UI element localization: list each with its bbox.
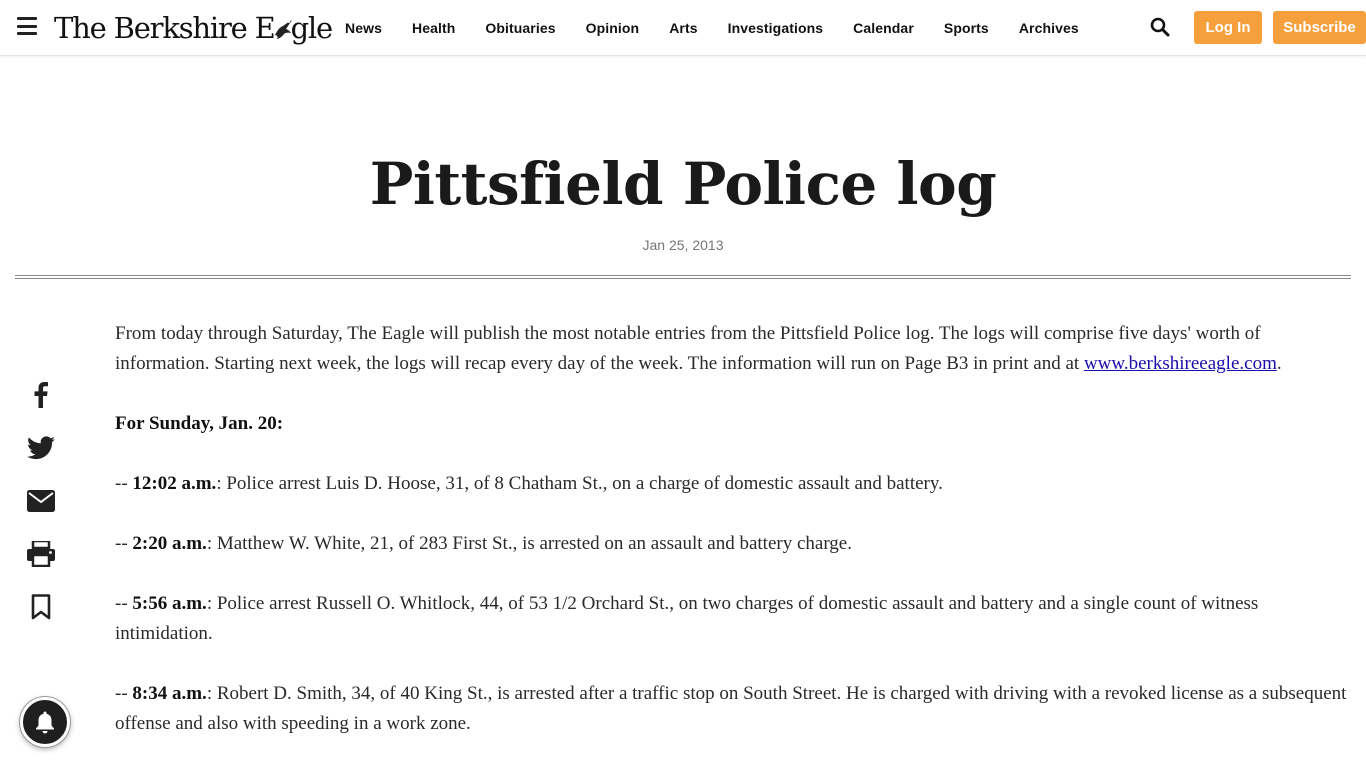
intro-text: From today through Saturday, The Eagle will publish the most notable entries from the Pittsfield Police log. The logs will comprise five days' worth of information. Starting next week, the logs will recap every day of the week. The information will run on Page B3 in print and at (115, 323, 1261, 374)
site-header (0, 0, 1366, 56)
nav-item-obituaries[interactable]: Obituaries (485, 20, 556, 36)
article-body (115, 319, 1355, 768)
entry-time: 2:20 a.m. (132, 533, 207, 554)
eagle-logo-icon (273, 17, 293, 41)
intro-paragraph (115, 319, 1355, 379)
login-button[interactable]: Log In (1194, 11, 1262, 44)
nav-item-calendar[interactable]: Calendar (853, 20, 914, 36)
entry-prefix: -- (115, 533, 133, 554)
subscribe-button[interactable]: Subscribe (1273, 11, 1366, 44)
bookmark-icon[interactable] (26, 592, 56, 622)
nav-item-health[interactable]: Health (411, 20, 456, 36)
nav-item-arts[interactable]: Arts (669, 20, 698, 36)
logo-text-end: gle (290, 11, 332, 45)
twitter-icon[interactable] (26, 433, 56, 463)
article-date: Jan 25, 2013 (642, 237, 724, 253)
nav-item-opinion[interactable]: Opinion (585, 20, 640, 36)
site-link[interactable]: www.berkshireeagle.com (1083, 353, 1277, 374)
facebook-icon[interactable] (26, 380, 56, 410)
entry-text: : Police arrest Luis D. Hoose, 31, of 8 Chatham St., on a charge of domestic assault and battery. (216, 473, 943, 494)
log-entry (115, 589, 1355, 649)
entry-prefix: -- (115, 593, 133, 614)
entry-text: : Matthew W. White, 21, of 283 First St., is arrested on an assault and battery charge. (206, 533, 852, 554)
site-logo[interactable] (54, 8, 332, 48)
entry-prefix: -- (115, 473, 133, 494)
nav-item-investigations[interactable]: Investigations (727, 20, 824, 36)
intro-end: . (1276, 353, 1282, 374)
search-icon[interactable] (1150, 17, 1170, 37)
main-nav (345, 0, 1109, 56)
article-title: Pittsfield Police log (369, 150, 997, 218)
section-heading (115, 409, 1355, 439)
bell-icon[interactable] (20, 697, 70, 747)
menu-icon[interactable] (17, 17, 37, 35)
nav-item-news[interactable]: News (345, 20, 382, 36)
log-entry (115, 469, 1355, 499)
email-icon[interactable] (26, 486, 56, 516)
print-icon[interactable] (26, 539, 56, 569)
nav-item-archives[interactable]: Archives (1018, 20, 1079, 36)
logo-text-start: The Berkshire E (54, 11, 275, 45)
title-divider (15, 275, 1351, 279)
entry-time: 5:56 a.m. (132, 593, 207, 614)
log-entry (115, 679, 1355, 739)
entry-time: 12:02 a.m. (132, 473, 217, 494)
entry-text: : Police arrest Russell O. Whitlock, 44, of 53 1/2 Orchard St., on two charges of domestic assault and battery and a single count of witness intimidation. (115, 593, 1259, 644)
entry-time: 8:34 a.m. (132, 683, 207, 704)
section-heading-text: For Sunday, Jan. 20: (115, 413, 284, 434)
entry-text: : Robert D. Smith, 34, of 40 King St., is arrested after a traffic stop on South Street. He is charged with driving with a revoked license as a subsequent offense and also with speeding in a work zone. (115, 683, 1347, 734)
log-entry (115, 529, 1355, 559)
entry-prefix: -- (115, 683, 133, 704)
share-rail (26, 380, 56, 645)
nav-item-sports[interactable]: Sports (943, 20, 989, 36)
